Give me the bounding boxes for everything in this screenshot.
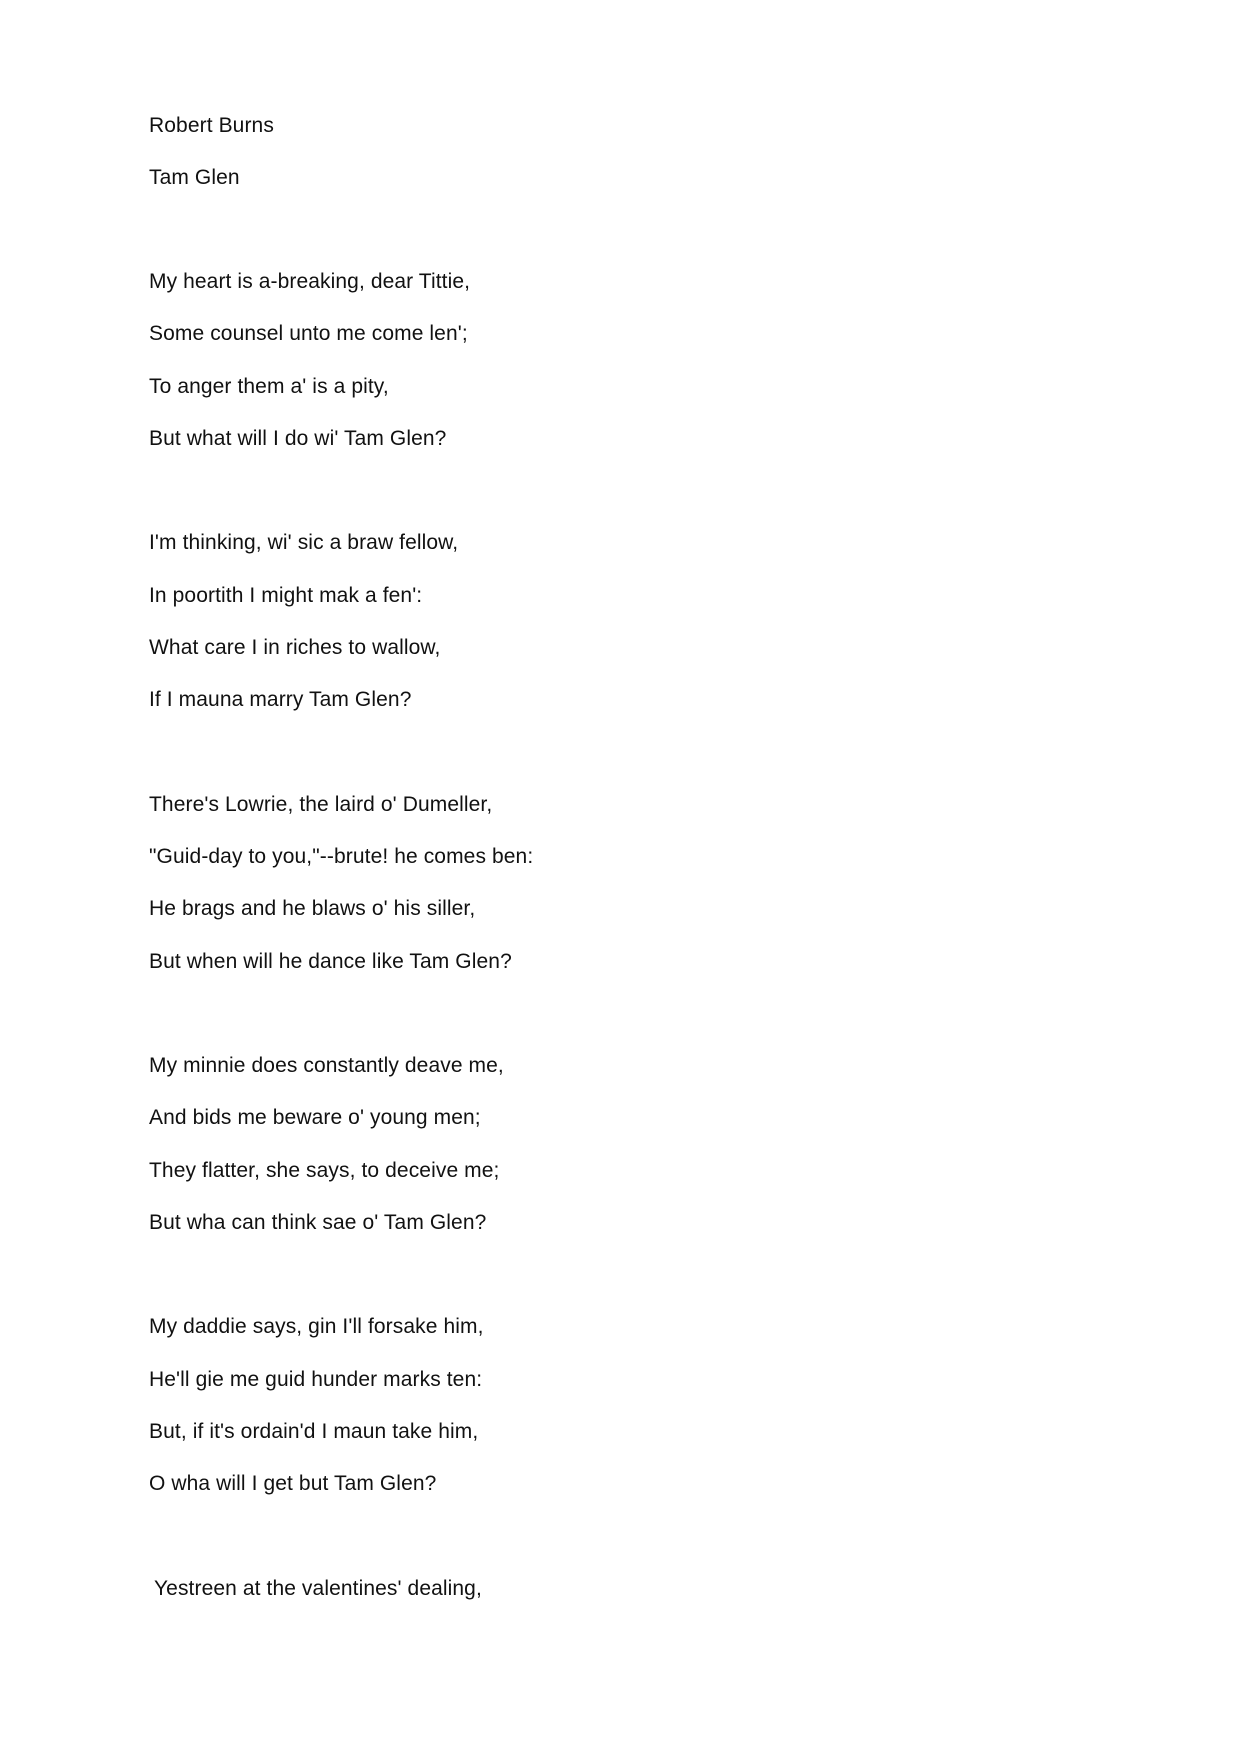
poem-line: He'll gie me guid hunder marks ten: [149,1368,483,1391]
poem-line: He brags and he blaws o' his siller, [149,897,476,920]
poem-line: My heart is a-breaking, dear Tittie, [149,270,471,293]
author-name: Robert Burns [149,114,274,137]
poem-line: I'm thinking, wi' sic a braw fellow, [149,531,459,554]
poem-line: My minnie does constantly deave me, [149,1054,504,1077]
poem-line: O wha will I get but Tam Glen? [149,1472,437,1495]
poem-line: But what will I do wi' Tam Glen? [149,427,447,450]
poem-line: But wha can think sae o' Tam Glen? [149,1211,487,1234]
poem-line: Some counsel unto me come len'; [149,322,468,345]
poem-line: But when will he dance like Tam Glen? [149,950,512,973]
poem-line: What care I in riches to wallow, [149,636,441,659]
poem-title: Tam Glen [149,166,240,189]
poem-line: If I mauna marry Tam Glen? [149,688,412,711]
poem-line: In poortith I might mak a fen': [149,584,423,607]
poem-line: And bids me beware o' young men; [149,1106,481,1129]
poem-line: They flatter, she says, to deceive me; [149,1159,500,1182]
poem-line: "Guid-day to you,"--brute! he comes ben: [149,845,534,868]
poem-line: Yestreen at the valentines' dealing, [154,1577,482,1600]
poem-line: There's Lowrie, the laird o' Dumeller, [149,793,493,816]
poem-line: But, if it's ordain'd I maun take him, [149,1420,479,1443]
poem-line: My daddie says, gin I'll forsake him, [149,1315,484,1338]
poem-line: To anger them a' is a pity, [149,375,389,398]
